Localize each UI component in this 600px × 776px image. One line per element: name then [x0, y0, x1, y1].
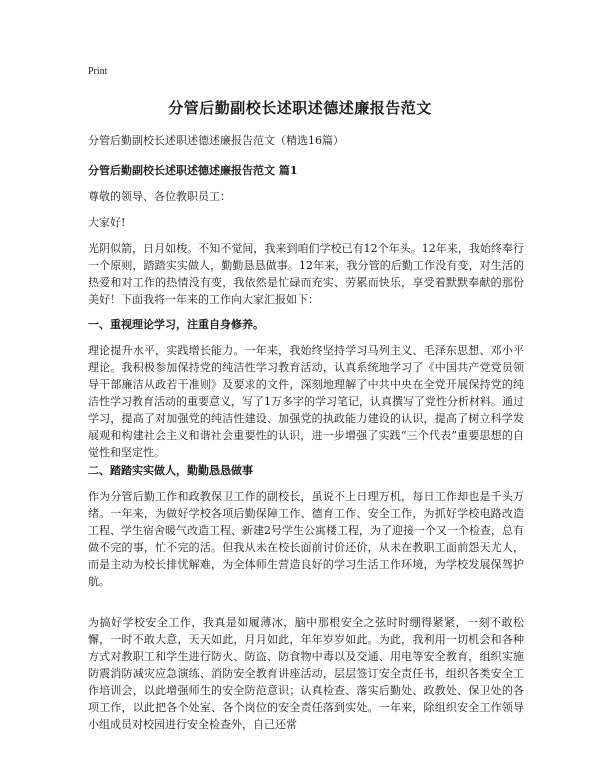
article-heading: 分管后勤副校长述职述德述廉报告范文 篇1	[88, 164, 298, 177]
greeting: 尊敬的领导、各位教职员工：	[88, 190, 231, 203]
section-2-paragraph-1: 作为分管后勤工作和政教保卫工作的副校长，虽说不上日理万机，每日工作却也是千头万绪。一年来，为做好学校各项后勤保障工作、德育工作、安全工作，为抓好学校电路改造工程、学生宿舍暖气改造工程、新建2号学生公寓楼工程，为了迎接一个又一个检查，总有做不完的事，忙不完的活。但我从未在校长面前讨价还价，从未在教职工面前怨天尤人，而是主动为校长排忧解难，为全体师生营造良好的学习生活工作环境，为学校发展保驾护航。	[88, 490, 524, 588]
print-link[interactable]: Print	[88, 66, 108, 77]
section-1-heading: 一、重视理论学习，注重自身修养。	[88, 318, 264, 331]
section-2-paragraph-2: 为搞好学校安全工作，我真是如履薄冰，脑中那根安全之弦时时绷得紧紧，一刻不敢松懈，一时不敢大意，天天如此，月月如此，年年岁岁如此。为此，我利用一切机会和各种方式对教职工和学生进行防火、防盗、防食物中毒以及交通、用电等安全教育，组织实施防震消防减灾应急演练、消防安全教育讲座活动，层层签订安全责任书，组织各类安全工作培训会，以此增强师生的安全防范意识；认真检查、落实后勤处、政教处、保卫处的各项工作，以此把各个处室、各个岗位的安全责任落到实处。一年来，除组织安全工作领导小组成员对校园进行安全检查外，自己还常	[88, 616, 524, 731]
document-subtitle: 分管后勤副校长述职述德述廉报告范文（精选16篇）	[88, 134, 344, 147]
intro-paragraph: 光阴似箭，日月如梭。不知不觉间，我来到咱们学校已有12个年头。12年来，我始终奉行一个原则，踏踏实实做人，勤勤恳恳做事。12年来，我分管的后勤工作没有变，对生活的热爱和对工作的热情没有变，我依然是忙碌而充实、劳累而快乐，享受着默默奉献的那份美好！下面我将一年来的工作向大家汇报如下：	[88, 242, 524, 306]
document-title: 分管后勤副校长述职述德述廉报告范文	[168, 99, 432, 117]
salutation: 大家好!	[88, 216, 126, 229]
section-1-paragraph: 理论提升水平，实践增长能力。一年来，我始终坚持学习马列主义、毛泽东思想、邓小平理论。我积极参加保持党的纯洁性学习教育活动，认真系统地学习了《中国共产党党员领导干部廉洁从政若干准则》及要求的文件，深刻地理解了中共中央在全党开展保持党的纯洁性学习教育活动的重要意义，写了1万多字的学习笔记，认真撰写了党性分析材料。通过学习，提高了对加强党的纯洁性建设、加强党的执政能力建设的认识，提高了树立科学发展观和构建社会主义和谐社会重要性的认识，进一步增强了实践“三个代表”重要思想的自觉性和坚定性。	[88, 344, 524, 459]
section-2-heading: 二、踏踏实实做人，勤勤恳恳做事	[88, 464, 253, 477]
